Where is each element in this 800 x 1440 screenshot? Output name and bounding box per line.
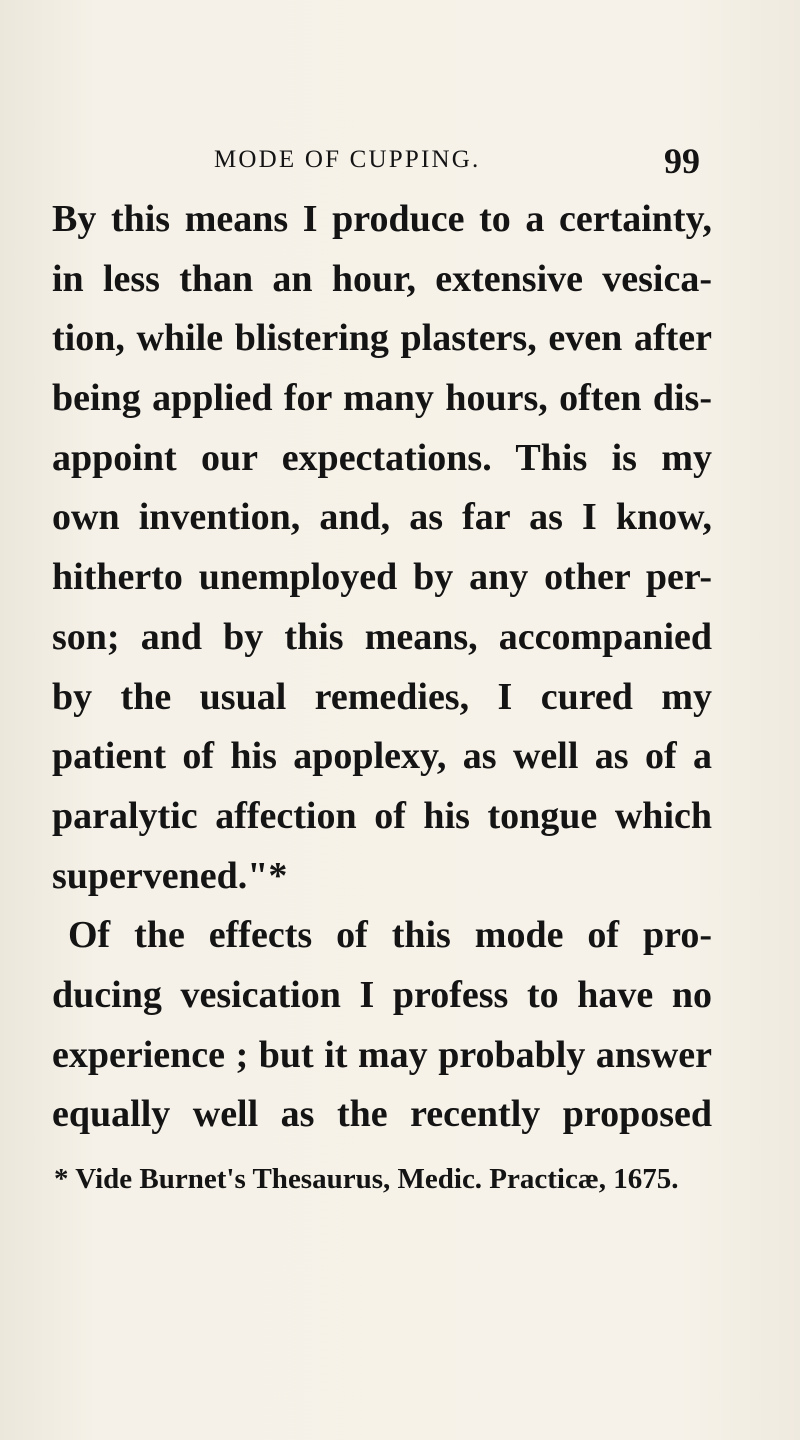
text-line: experience ; but it may probably answer	[52, 1033, 712, 1076]
text-line: tion, while blistering plasters, even after	[52, 317, 712, 360]
page-number: 99	[664, 141, 700, 181]
text-line: being applied for many hours, often dis-	[52, 377, 712, 420]
text-line: equally well as the recently proposed	[52, 1093, 712, 1136]
body-text	[52, 190, 712, 1145]
text-line: appoint our expectations. This is my	[52, 436, 712, 479]
text-line: ducing vesication I profess to have no	[52, 973, 712, 1016]
text-line: hitherto unemployed by any other per-	[52, 556, 712, 599]
text-line: in less than an hour, extensive vesica-	[52, 257, 712, 300]
text-line: by the usual remedies, I cured my	[52, 675, 712, 718]
running-title: MODE OF CUPPING.	[214, 146, 481, 173]
text-line: paralytic affection of his tongue which	[52, 794, 712, 837]
footnote: * Vide Burnet's Thesaurus, Medic. Practicæ, 1675.	[54, 1163, 679, 1195]
text-line: supervened."*	[52, 854, 288, 897]
text-line: By this means I produce to a certainty,	[52, 198, 712, 240]
text-line: son; and by this means, accompanied	[52, 615, 712, 658]
text-line: own invention, and, as far as I know,	[52, 496, 712, 539]
running-header	[52, 140, 700, 180]
paragraph-start-line: Of the effects of this mode of pro-	[68, 914, 712, 957]
text-line: patient of his apoplexy, as well as of a	[52, 735, 712, 778]
